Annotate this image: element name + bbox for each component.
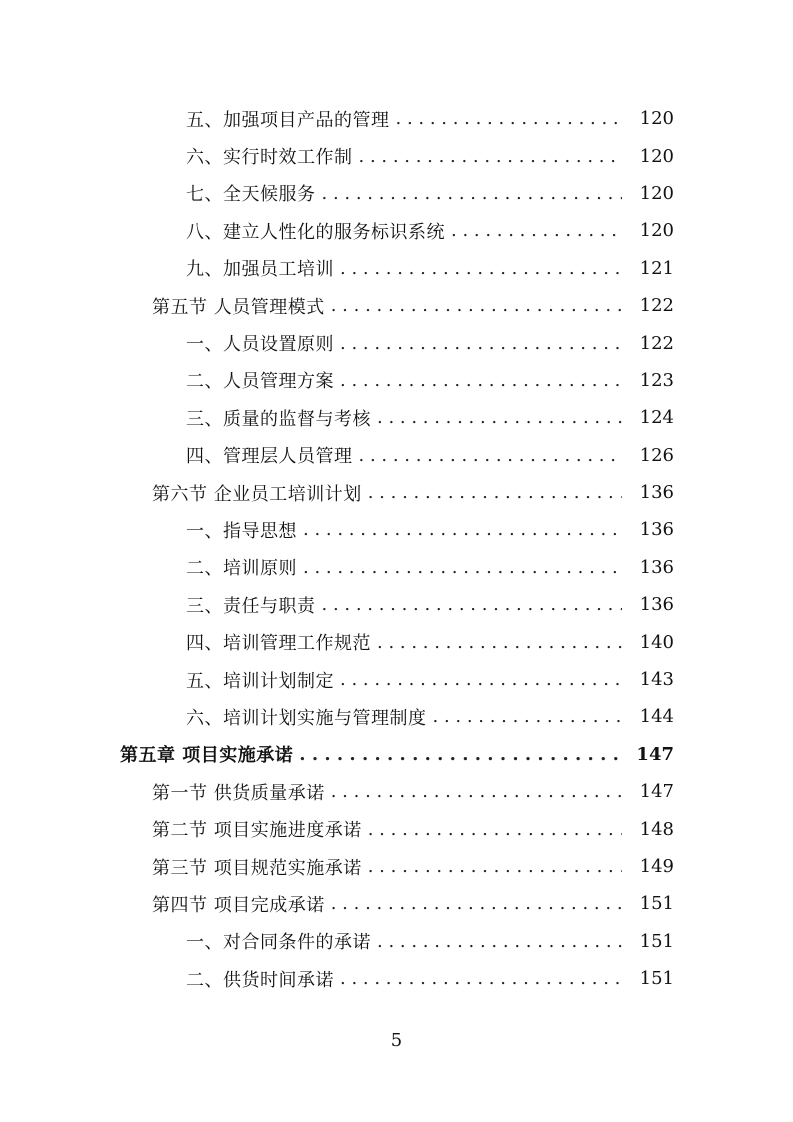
toc-entry[interactable] xyxy=(0,810,793,847)
toc-entry[interactable] xyxy=(0,100,793,137)
toc-entry-title: 六、培训计划实施与管理制度 xyxy=(186,707,427,729)
toc-dot-leader xyxy=(377,632,622,653)
toc-entry[interactable] xyxy=(0,324,793,361)
toc-entry-title: 一、人员设置原则 xyxy=(186,334,334,356)
toc-entry-title: 一、对合同条件的承诺 xyxy=(186,932,371,954)
toc-entry[interactable] xyxy=(0,175,793,212)
toc-entry-page-number: 144 xyxy=(639,706,674,728)
toc-entry[interactable] xyxy=(0,362,793,399)
toc-entry-page-number: 123 xyxy=(639,369,674,391)
toc-dot-leader xyxy=(368,856,622,877)
toc-entry[interactable] xyxy=(0,474,793,511)
toc-dot-leader xyxy=(331,295,622,316)
toc-entry[interactable] xyxy=(0,623,793,660)
toc-dot-leader xyxy=(377,407,622,428)
toc-entry-page-number: 121 xyxy=(639,257,674,279)
toc-entry-title: 第五节 人员管理模式 xyxy=(152,296,325,318)
toc-dot-leader xyxy=(433,706,623,727)
toc-entry-page-number: 136 xyxy=(639,556,674,578)
toc-entry-title: 四、管理层人员管理 xyxy=(186,446,353,468)
toc-entry[interactable] xyxy=(0,250,793,287)
toc-entry-page-number: 126 xyxy=(639,444,674,466)
toc-entry[interactable] xyxy=(0,137,793,174)
toc-entry-page-number: 143 xyxy=(639,669,674,691)
toc-entry-title: 第六节 企业员工培训计划 xyxy=(152,483,362,505)
toc-entry-page-number: 151 xyxy=(639,930,674,952)
toc-entry-title: 四、培训管理工作规范 xyxy=(186,633,371,655)
toc-entry-page-number: 148 xyxy=(639,818,674,840)
toc-entry-page-number: 136 xyxy=(639,594,674,616)
toc-entry[interactable] xyxy=(0,773,793,810)
toc-dot-leader xyxy=(331,781,622,802)
toc-entry-title: 二、供货时间承诺 xyxy=(186,969,334,991)
toc-entry-page-number: 122 xyxy=(639,295,674,317)
toc-entry-title: 一、指导思想 xyxy=(186,520,297,542)
toc-dot-leader xyxy=(368,482,622,503)
toc-dot-leader xyxy=(331,893,622,914)
toc-entry[interactable] xyxy=(0,960,793,997)
toc-dot-leader xyxy=(377,931,622,952)
toc-dot-leader xyxy=(340,333,622,354)
toc-entry-title: 第四节 项目完成承诺 xyxy=(152,894,325,916)
toc-entry-page-number: 151 xyxy=(639,968,674,990)
page-number: 5 xyxy=(390,1030,403,1051)
table-of-contents xyxy=(0,100,793,997)
toc-dot-leader xyxy=(359,146,623,167)
toc-entry-page-number: 120 xyxy=(639,220,674,242)
toc-dot-leader xyxy=(322,183,623,204)
toc-entry-title: 第二节 项目实施进度承诺 xyxy=(152,820,362,842)
toc-entry[interactable] xyxy=(0,399,793,436)
toc-entry-title: 第三节 项目规范实施承诺 xyxy=(152,857,362,879)
toc-dot-leader xyxy=(322,594,623,615)
toc-entry-title: 九、加强员工培训 xyxy=(186,259,334,281)
toc-dot-leader xyxy=(396,108,623,129)
toc-entry-title: 第五章 项目实施承诺 xyxy=(120,745,294,767)
toc-entry-title: 二、培训原则 xyxy=(186,558,297,580)
toc-entry[interactable] xyxy=(0,736,793,773)
toc-dot-leader xyxy=(303,557,622,578)
toc-entry[interactable] xyxy=(0,923,793,960)
toc-entry[interactable] xyxy=(0,287,793,324)
toc-entry[interactable] xyxy=(0,586,793,623)
toc-entry-title: 二、人员管理方案 xyxy=(186,371,334,393)
toc-entry-title: 三、质量的监督与考核 xyxy=(186,408,371,430)
toc-entry[interactable] xyxy=(0,661,793,698)
toc-dot-leader xyxy=(303,519,622,540)
toc-entry-page-number: 140 xyxy=(639,631,674,653)
toc-entry-title: 三、责任与职责 xyxy=(186,595,316,617)
toc-dot-leader xyxy=(359,445,623,466)
toc-entry-title: 五、加强项目产品的管理 xyxy=(186,109,390,131)
toc-dot-leader xyxy=(340,968,622,989)
toc-dot-leader xyxy=(299,744,622,765)
toc-dot-leader xyxy=(340,258,622,279)
toc-entry-page-number: 149 xyxy=(639,856,674,877)
toc-entry-page-number: 124 xyxy=(639,407,674,429)
toc-entry[interactable] xyxy=(0,848,793,885)
toc-entry-title: 七、全天候服务 xyxy=(186,184,316,206)
toc-dot-leader xyxy=(340,370,622,391)
toc-entry-page-number: 120 xyxy=(639,108,674,130)
toc-entry[interactable] xyxy=(0,212,793,249)
toc-entry[interactable] xyxy=(0,549,793,586)
toc-entry-page-number: 136 xyxy=(639,519,674,541)
toc-entry-page-number: 147 xyxy=(639,781,674,803)
toc-entry-page-number: 136 xyxy=(639,482,674,504)
toc-entry-page-number: 147 xyxy=(636,743,674,765)
toc-entry[interactable] xyxy=(0,698,793,735)
toc-entry-page-number: 120 xyxy=(639,145,674,167)
toc-entry[interactable] xyxy=(0,437,793,474)
toc-entry-title: 六、实行时效工作制 xyxy=(186,147,353,169)
toc-entry-page-number: 122 xyxy=(639,332,674,354)
toc-entry-page-number: 151 xyxy=(639,893,674,915)
toc-dot-leader xyxy=(340,669,622,690)
toc-entry[interactable] xyxy=(0,885,793,922)
toc-entry-title: 八、建立人性化的服务标识系统 xyxy=(186,221,445,243)
toc-dot-leader xyxy=(451,220,622,241)
toc-dot-leader xyxy=(368,819,622,840)
toc-entry[interactable] xyxy=(0,511,793,548)
toc-entry-title: 五、培训计划制定 xyxy=(186,670,334,692)
toc-entry-title: 第一节 供货质量承诺 xyxy=(152,782,325,804)
toc-entry-page-number: 120 xyxy=(639,182,674,204)
